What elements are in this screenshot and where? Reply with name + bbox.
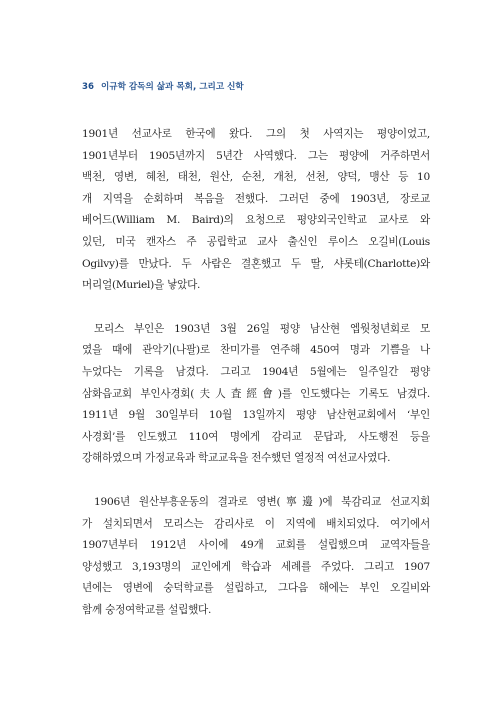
- text-line: Ogilvy)를 만났다. 두 사람은 결혼했고 두 딸, 샤롯테(Charlotte)와: [82, 257, 430, 270]
- text-line: 머리얼(Muriel)을 낳았다.: [82, 279, 201, 292]
- text-line: 였을 때에 관악기(나팔)로 찬미가를 연주해 450여 명과 기쁨을 나: [82, 344, 430, 357]
- text-line: 1911년 9월 30일부터 10월 13일까지 평양 남산현교회에서 ‘부인: [82, 409, 430, 422]
- paragraph: [82, 124, 430, 297]
- text-line: 모리스 부인은 1903년 3월 26일 평양 남산현 엡웟청년회로 모: [94, 322, 430, 335]
- text-line: 양성했고 3,193명의 교인에게 학습과 세례를 주었다. 그리고 1907: [82, 560, 430, 573]
- text-line: 1901년부터 1905년까지 5년간 사역했다. 그는 평양에 거주하면서: [82, 149, 430, 162]
- page-number: 36: [82, 82, 94, 92]
- text-line: 년에는 영변에 숭덕학교를 설립하고, 그다음 해에는 부인 오길비와: [82, 582, 430, 595]
- text-line: 누었다는 기록을 남겼다. 그리고 1904년 5월에는 일주일간 평양: [82, 365, 430, 378]
- paragraph: [82, 319, 430, 470]
- text-line: 강해하였으며 가정교육과 학교교육을 전수했던 열정적 여선교사였다.: [82, 452, 391, 465]
- text-line: 1907년부터 1912년 사이에 49개 교회를 설립했으며 교역자들을: [82, 539, 430, 552]
- text-line: 개 지역을 순회하며 복음을 전했다. 그러던 중에 1903년, 장로교: [82, 192, 430, 205]
- body-text: [82, 124, 430, 621]
- text-line: 사경회’를 인도했고 110여 명에게 감리교 문답과, 사도행전 등을: [82, 430, 430, 443]
- text-line: 있던, 미국 캔자스 주 공립학교 교사 출신인 루이스 오길비(Louis: [82, 235, 430, 248]
- text-line: 백천, 영변, 혜천, 태천, 원산, 순천, 개천, 선천, 양덕, 맹산 등 10: [82, 171, 430, 184]
- text-line: 함께 숭정여학교를 설립했다.: [82, 603, 212, 616]
- text-line: 베어드(William M. Baird)의 요청으로 평양외국인학교 교사로 와: [82, 214, 430, 227]
- running-header: [82, 80, 244, 92]
- text-line: 가 설치되면서 모리스는 감리사로 이 지역에 배치되었다. 여기에서: [82, 517, 430, 530]
- text-line: 1906년 원산부흥운동의 결과로 영변(寧邊)에 북감리교 선교지회: [94, 495, 430, 508]
- running-title: 이규학 감독의 삶과 목회, 그리고 신학: [100, 82, 244, 92]
- paragraph: [82, 492, 430, 622]
- text-line: 1901년 선교사로 한국에 왔다. 그의 첫 사역지는 평양이었고,: [82, 128, 430, 140]
- text-line: 삼화읍교회 부인사경회(夫人査經會)를 인도했다는 기록도 남겼다.: [82, 387, 430, 400]
